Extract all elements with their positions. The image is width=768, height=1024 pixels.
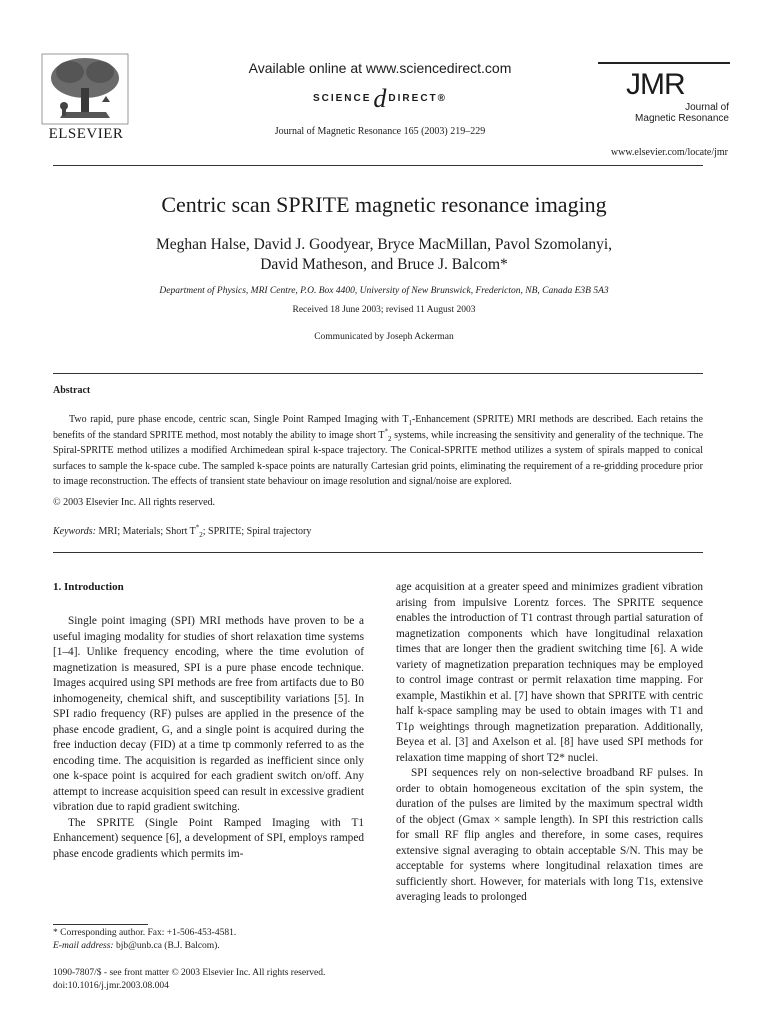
received-dates: Received 18 June 2003; revised 11 August 2003	[292, 305, 476, 315]
abstract-top-rule	[53, 373, 703, 374]
journal-url[interactable]: www.elsevier.com/locate/jmr	[610, 147, 728, 158]
email-line: E-mail address: bjb@unb.ca (B.J. Balcom).	[53, 941, 220, 951]
journal-reference: Journal of Magnetic Resonance 165 (2003) 219–229	[274, 126, 486, 137]
header-rule	[53, 165, 703, 166]
footnote	[53, 927, 373, 953]
footnote-rule	[53, 924, 148, 925]
publisher-name: ELSEVIER	[48, 126, 124, 142]
email-link[interactable]: bjb@unb.ca (B.J. Balcom).	[113, 941, 220, 951]
paragraph: Single point imaging (SPI) MRI methods have proven to be a useful imaging modality for studies of short relaxation time systems [1–4]. Unlike frequency encoding, where the time evolution of magnetization is measured, SPI is a pure phase encode technique. Images acquired using SPI methods are free from artifacts due to B0 inhomogeneity, chemical shift, and susceptibility variations [5]. In SPI radio frequency (RF) pulses are applied in the presence of the phase encode gradient, G, and a single point is acquired during the free induction decay (FID) at a time tp commonly referred to as the encoding time. The acquisition is regarded as inefficient since only one k-space point is acquired for each gradient switch on/off. Any attempt to increase acquisition speed can result in excessive gradient vibration due to rapid gradient switching.	[53, 615, 364, 813]
paragraph: The SPRITE (Single Point Ramped Imaging with T1 Enhancement) sequence [6], a development of SPI, employs ramped phase encode gradients which permits im-	[53, 816, 364, 860]
communicated-by: Communicated by Joseph Ackerman	[314, 332, 454, 342]
article-title: Centric scan SPRITE magnetic resonance imaging	[161, 192, 607, 217]
paragraph: SPI sequences rely on non-selective broadband RF pulses. In order to obtain homogeneous excitation of the spin system, the duration of the pulses are limited by the maximum spectral width of the object (Gmax × sample length). In SPI this restriction calls for small RF flip angles and therefore, in some cases, requires extensive signal averaging to obtain acceptable S/N. This may be acceptable for systems where longitudinal relaxation times are sufficiently short. However, for materials with long T1s, extensive averaging leads to prolonged	[396, 767, 703, 903]
doi[interactable]: doi:10.1016/j.jmr.2003.08.004	[53, 981, 169, 991]
abstract-bottom-rule	[53, 552, 703, 553]
section-heading: 1. Introduction	[53, 581, 124, 593]
abstract-copyright: © 2003 Elsevier Inc. All rights reserved.	[53, 497, 216, 508]
jmr-logo: JMR	[626, 68, 685, 101]
abstract-heading: Abstract	[53, 385, 91, 396]
corresponding-author: * Corresponding author. Fax: +1-506-453-4581.	[53, 928, 237, 938]
sciencedirect-at-icon: d	[373, 84, 387, 113]
body-column-left	[53, 614, 364, 862]
abstract-text: Two rapid, pure phase encode, centric scan, Single Point Ramped Imaging with $T_1$-Enhancement (SPRITE) MRI methods are described. Each retains the benefits of the standard SPRITE method, most notably the ability to image short $T^*_2$ systems, while increasing the sensitivity and generality of the technique. The Spiral-SPRITE method utilizes a modified Archimedean spiral k-space trajectory. The Conical-SPRITE method utilizes a system of spirals mapped to conical surfaces to sample the k-space cube. The sampled k-space points are naturally Cartesian grid points, eliminating the requirement of a re-gridding procedure prior to image reconstruction. The effects of transient state behaviour on image resolution and signal/noise are explored.	[53, 414, 704, 487]
front-matter: 1090-7807/$ - see front matter © 2003 Elsevier Inc. All rights reserved. doi:10.1016/j.jmr.2003.08.004	[53, 967, 383, 993]
keywords: Keywords: MRI; Materials; Short $T^*_2$; SPRITE; Spiral trajectory	[53, 523, 312, 539]
affiliation: Department of Physics, MRI Centre, P.O. Box 4400, University of New Brunswick, Fredericton, NB, Canada E3B 5A3	[159, 286, 609, 296]
author-list: Meghan Halse, David J. Goodyear, Bryce MacMillan, Pavol Szomolanyi, David Matheson, and Bruce J. Balcom*	[155, 236, 613, 273]
paragraph: age acquisition at a greater speed and minimizes gradient vibration arising from impulsive Lorentz forces. The SPRITE sequence enables the introduction of T1 contrast through partial saturation of magnetization components which have longitudinal relaxation times that are longer then the gradient switching time [6]. A wide variety of magnetization preparation techniques may be employed to control image contrast or permit relaxation time mapping. For example, Mastikhin et al. [7] have shown that SPRITE with centric half k-space sampling may be used to obtain images with T1 and T1ρ weightings through magnetization preparation. Additionally, Beyea et al. [3] and Axelson et al. [8] have used SPI methods for relaxation time mapping of short T2* nuclei.	[396, 581, 703, 764]
sciencedirect-logo: SCIENCEd DIRECT®	[312, 84, 448, 113]
jmr-journal-name: Journal of Magnetic Resonance	[635, 102, 729, 124]
body-column-right	[396, 580, 703, 906]
available-online-text: Available online at www.sciencedirect.com	[248, 60, 512, 76]
